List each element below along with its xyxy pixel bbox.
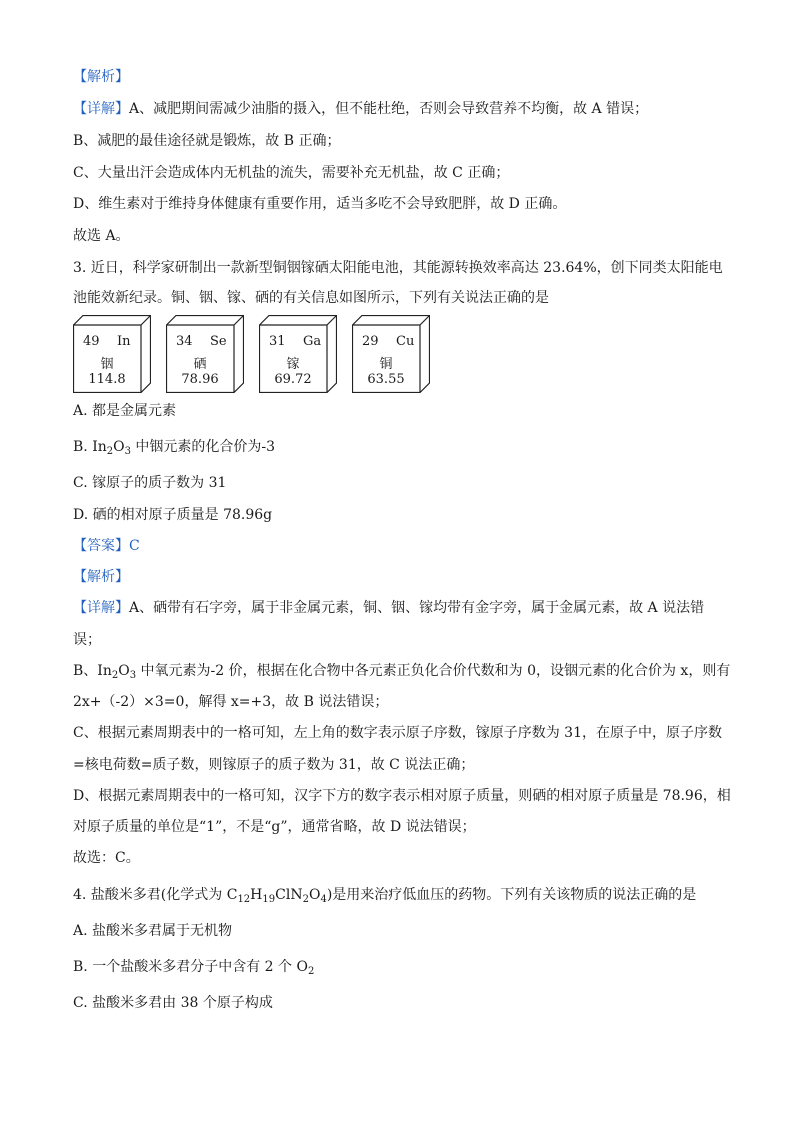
text-line: [73, 599, 704, 617]
text-part: B. 一个盐酸米多君分子中含有 2 个 O: [73, 959, 308, 975]
element-name: 镓: [286, 357, 300, 372]
question-4-stem: [73, 886, 696, 909]
text-line: =核电荷数=质子数，则镓原子的质子数为 31，故 C 说法正确；: [73, 757, 475, 773]
atomic-number: 34: [176, 334, 193, 349]
answer-label: 【答案】C: [73, 538, 140, 554]
element-symbol: Cu: [396, 334, 415, 349]
option-b: [73, 958, 314, 981]
atomic-number: 29: [362, 334, 379, 349]
text-line: D、维生素对于维持身体健康有重要作用，适当多吃不会导致肥胖，故 D 正确。: [73, 196, 567, 212]
formula-subscript: 3: [124, 446, 131, 457]
text-part: B、In: [73, 663, 112, 679]
formula-subscript: 3: [129, 670, 137, 681]
option-label: B.: [73, 439, 93, 455]
text-line: C、大量出汗会造成体内无机盐的流失，需要补充无机盐，故 C 正确；: [73, 165, 510, 181]
detail-text: A、减肥期间需减少油脂的摄入，但不能杜绝，否则会导致营养不均衡，故 A 错误；: [129, 101, 649, 117]
element-card-cu: [352, 315, 430, 393]
element-symbol: Ga: [303, 334, 322, 349]
text-line: 故选：C。: [73, 850, 140, 866]
formula-subscript: 12: [237, 894, 251, 905]
option-text: 中铟元素的化合价为-3: [130, 439, 276, 455]
text-line: 故选 A。: [73, 228, 130, 244]
text-line: 误；: [73, 632, 101, 648]
option-d: D. 硒的相对原子质量是 78.96g: [73, 507, 273, 523]
element-name: 硒: [193, 357, 207, 372]
formula-part: O: [308, 887, 321, 903]
element-card-in: [73, 315, 151, 393]
text-line: [73, 100, 648, 118]
formula-part: In: [92, 439, 107, 455]
atomic-number: 49: [83, 334, 100, 349]
formula-subscript: 2: [307, 966, 315, 977]
formula-subscript: 4: [320, 894, 327, 905]
atomic-mass: 69.72: [274, 372, 312, 387]
element-name: 铜: [379, 357, 393, 372]
formula-part: O: [118, 663, 130, 679]
element-symbol: Se: [210, 334, 227, 349]
analysis-label: 【解析】: [73, 569, 129, 585]
detail-text: A、硒带有石字旁，属于非金属元素，铜、铟、镓均带有金字旁，属于金属元素，故 A 说法错: [129, 600, 705, 616]
text-part: 4. 盐酸米多君(化学式为 C: [73, 887, 238, 903]
text-line: 对原子质量的单位是“1”，不是“g”，通常省略，故 D 说法错误；: [73, 819, 476, 835]
element-symbol: In: [117, 334, 131, 349]
text-line: D、根据元素周期表中的一格可知，汉字下方的数字表示相对原子质量，则硒的相对原子质量是 78.96，相: [73, 788, 731, 804]
detail-label: 【详解】: [73, 101, 129, 117]
atomic-number: 31: [269, 334, 286, 349]
formula-subscript: 2: [302, 894, 309, 905]
question-3-stem: 池能效新纪录。铜、铟、镓、硒的有关信息如图所示，下列有关说法正确的是: [73, 290, 549, 306]
formula-part: O: [113, 439, 125, 455]
text-part: 中氧元素为-2 价，根据在化合物中各元素正负化合价代数和为 0，设铟元素的化合价为 x，则有: [136, 663, 731, 679]
formula-subscript: 19: [262, 894, 276, 905]
formula-part: ClN: [275, 887, 303, 903]
question-3-stem: 3. 近日，科学家研制出一款新型铜铟镓硒太阳能电池，其能源转换效率高达 23.64%，创下同类太阳能电: [73, 260, 723, 276]
element-name: 铟: [100, 357, 114, 372]
atomic-mass: 114.8: [88, 372, 126, 387]
option-a: A. 盐酸米多君属于无机物: [73, 923, 233, 939]
text-line: B、减肥的最佳途径就是锻炼，故 B 正确；: [73, 133, 341, 149]
atomic-mass: 63.55: [367, 372, 405, 387]
element-card-se: [166, 315, 244, 393]
option-b: [73, 438, 275, 461]
detail-label: 【详解】: [73, 600, 129, 616]
formula-part: H: [250, 887, 263, 903]
text-part: )是用来治疗低血压的药物。下列有关该物质的说法正确的是: [326, 887, 697, 903]
analysis-label: 【解析】: [73, 69, 129, 85]
element-card-ga: [259, 315, 337, 393]
text-line: [73, 662, 730, 685]
formula-subscript: 2: [106, 446, 114, 457]
text-line: 2x+（-2）×3=0，解得 x=+3，故 B 说法错误；: [73, 694, 389, 710]
text-line: C、根据元素周期表中的一格可知，左上角的数字表示原子序数，镓原子序数为 31，在原子中，原子序数: [73, 725, 722, 741]
atomic-mass: 78.96: [181, 372, 219, 387]
option-c: C. 镓原子的质子数为 31: [73, 475, 227, 491]
option-a: A. 都是金属元素: [73, 403, 177, 419]
option-c: C. 盐酸米多君由 38 个原子构成: [73, 995, 273, 1011]
formula-subscript: 2: [111, 670, 119, 681]
